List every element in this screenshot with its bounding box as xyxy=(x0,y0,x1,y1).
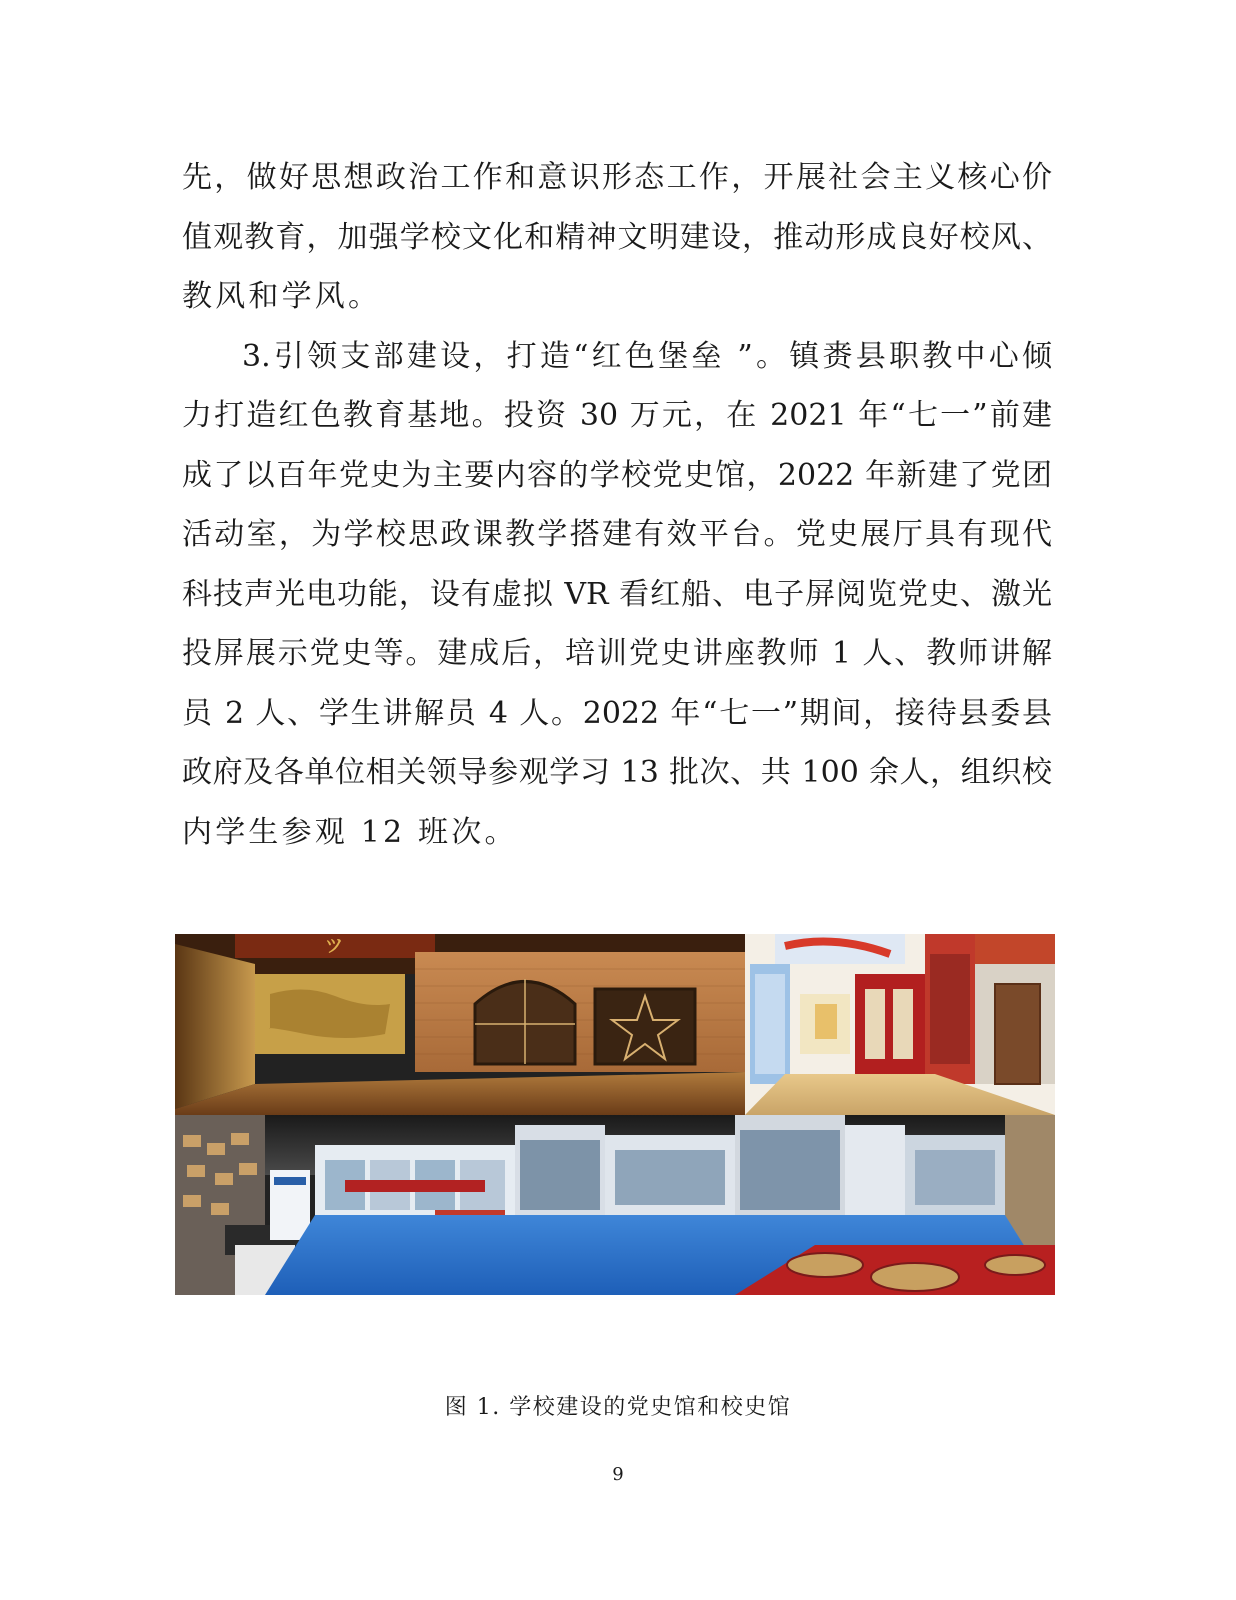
text-line: 值观教育，加强学校文化和精神文明建设，推动形成良好校风、 xyxy=(182,219,1052,255)
svg-text:ツ: ツ xyxy=(325,936,343,957)
text-line: 成了以百年党史为主要内容的学校党史馆，2022 年新建了党团 xyxy=(182,457,1052,493)
text-line: 力打造红色教育基地。投资 30 万元，在 2021 年“七一”前建 xyxy=(182,398,1052,433)
text-line: 政府及各单位相关领导参观学习 13 批次、共 100 余人，组织校 xyxy=(182,755,1052,790)
party-history-hall-photo xyxy=(175,934,1055,1115)
body-text xyxy=(182,148,1052,862)
text-line: 科技声光电功能，设有虚拟 VR 看红船、电子屏阅览党史、激光 xyxy=(182,576,1052,612)
text-line: 先，做好思想政治工作和意识形态工作，开展社会主义核心价 xyxy=(182,160,1052,195)
page-number: 9 xyxy=(612,1464,624,1485)
text-line: 内学生参观 12 班次。 xyxy=(182,814,518,850)
text-line: 3.引领支部建设，打造“红色堡垒 ”。镇赉县职教中心倾 xyxy=(242,338,1052,374)
museum-photo-figure xyxy=(175,934,1055,1295)
text-line: 活动室，为学校思政课教学搭建有效平台。党史展厅具有现代 xyxy=(182,517,1052,552)
text-line: 员 2 人、学生讲解员 4 人。2022 年“七一”期间，接待县委县 xyxy=(182,695,1052,731)
school-history-hall-photo xyxy=(175,1115,1055,1295)
text-line: 教风和学风。 xyxy=(182,279,382,314)
text-line: 投屏展示党史等。建成后，培训党史讲座教师 1 人、教师讲解 xyxy=(182,636,1052,671)
figure-caption: 图 1. 学校建设的党史馆和校史馆 xyxy=(444,1395,792,1420)
